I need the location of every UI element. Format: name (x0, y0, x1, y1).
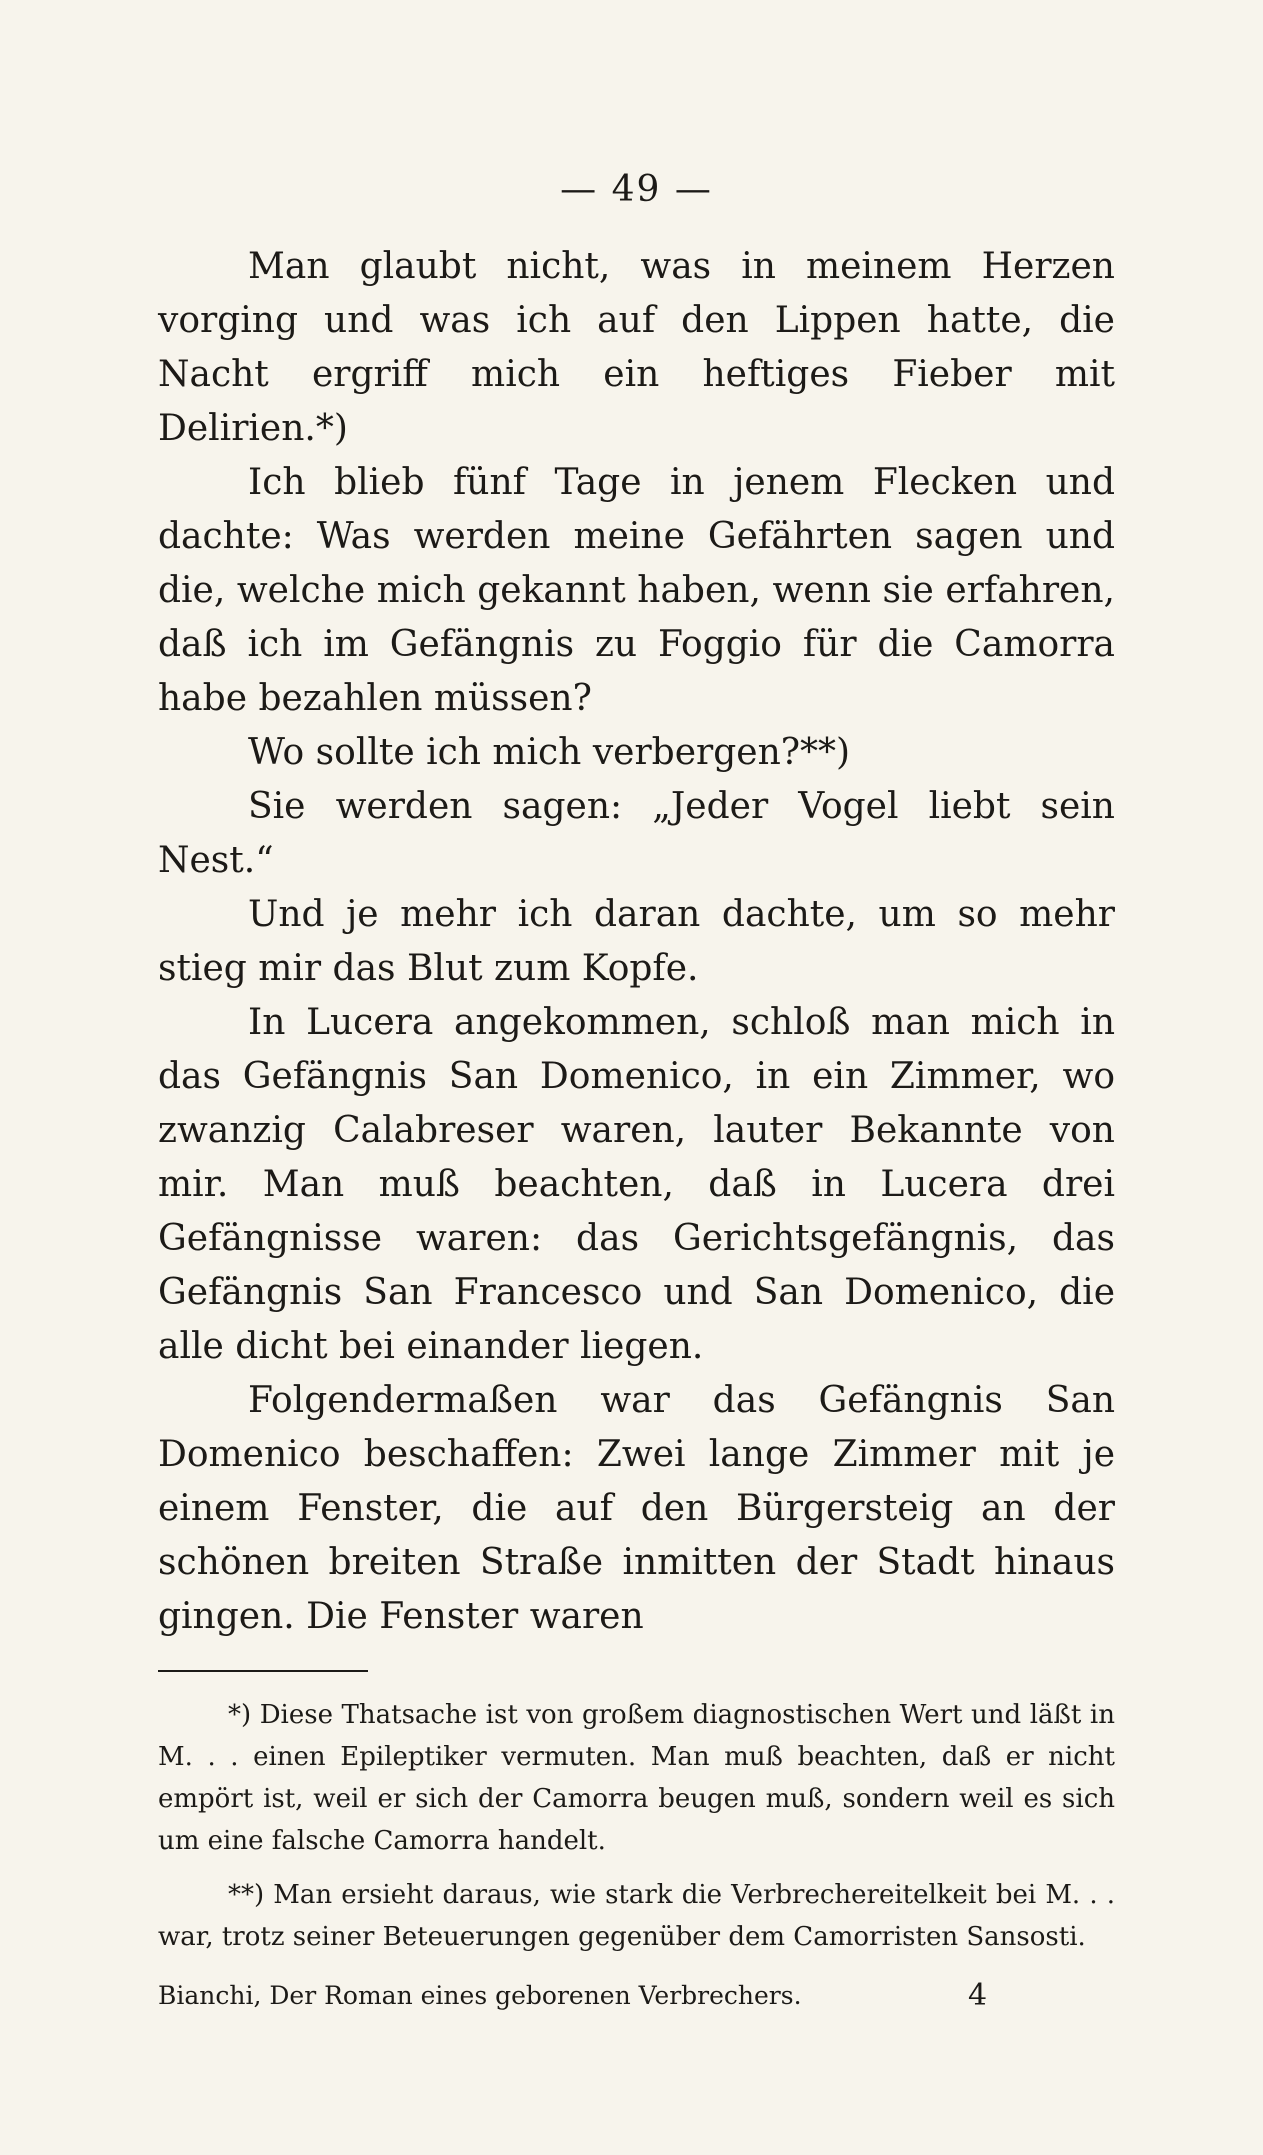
paragraph: Ich blieb fünf Tage in jenem Flecken und dachte: Was werden meine Gefährten sagen und die, welche mich gekannt haben, wenn sie erfahren, daß ich im Gefängnis zu Foggio für die Camorra habe bezahlen müssen? (158, 462, 1115, 719)
paragraph: Man glaubt nicht, was in meinem Herzen vorging und was ich auf den Lippen hatte, die Nacht ergriff mich ein heftiges Fieber mit Delirien.*) (158, 246, 1115, 449)
signature-line (158, 1976, 1115, 2016)
paragraph: Sie werden sagen: „Jeder Vogel liebt sein Nest.“ (158, 786, 1115, 881)
main-text (158, 240, 1115, 1644)
paragraph: Folgendermaßen war das Gefängnis San Domenico beschaffen: Zwei lange Zimmer mit je einem Fenster, die auf den Bürgersteig an der schönen breiten Straße inmitten der Stadt hinaus gingen. Die Fenster waren (158, 1380, 1115, 1637)
signature-text: Bianchi, Der Roman eines geborenen Verbrechers. (158, 1981, 802, 2010)
paragraph: Und je mehr ich daran dachte, um so mehr stieg mir das Blut zum Kopfe. (158, 894, 1115, 989)
footnote: *) Diese Thatsache ist von großem diagnostischen Wert und läßt in M. . . einen Epileptiker vermuten. Man muß beachten, daß er nicht empört ist, weil er sich der Camorra beugen muß, sondern weil es sich um eine falsche Camorra handelt. (158, 1700, 1115, 1856)
footnotes (158, 1694, 1115, 1958)
signature-number: 4 (968, 1978, 988, 2013)
footnote-divider (158, 1670, 368, 1672)
paragraph: Wo sollte ich mich verbergen?**) (248, 732, 851, 773)
page-number: — 49 — (560, 169, 713, 210)
paragraph: In Lucera angekommen, schloß man mich in das Gefängnis San Domenico, in ein Zimmer, wo zwanzig Calabreser waren, lauter Bekannte von mir. Man muß beachten, daß in Lucera drei Gefängnisse waren: das Gerichtsgefängnis, das Gefängnis San Francesco und San Domenico, die alle dicht bei einander liegen. (158, 1002, 1115, 1367)
book-page (158, 160, 1115, 2060)
footnote: **) Man ersieht daraus, wie stark die Verbrechereitelkeit bei M. . . war, trotz seiner Beteuerungen gegenüber dem Camorristen Sansosti. (158, 1880, 1115, 1952)
